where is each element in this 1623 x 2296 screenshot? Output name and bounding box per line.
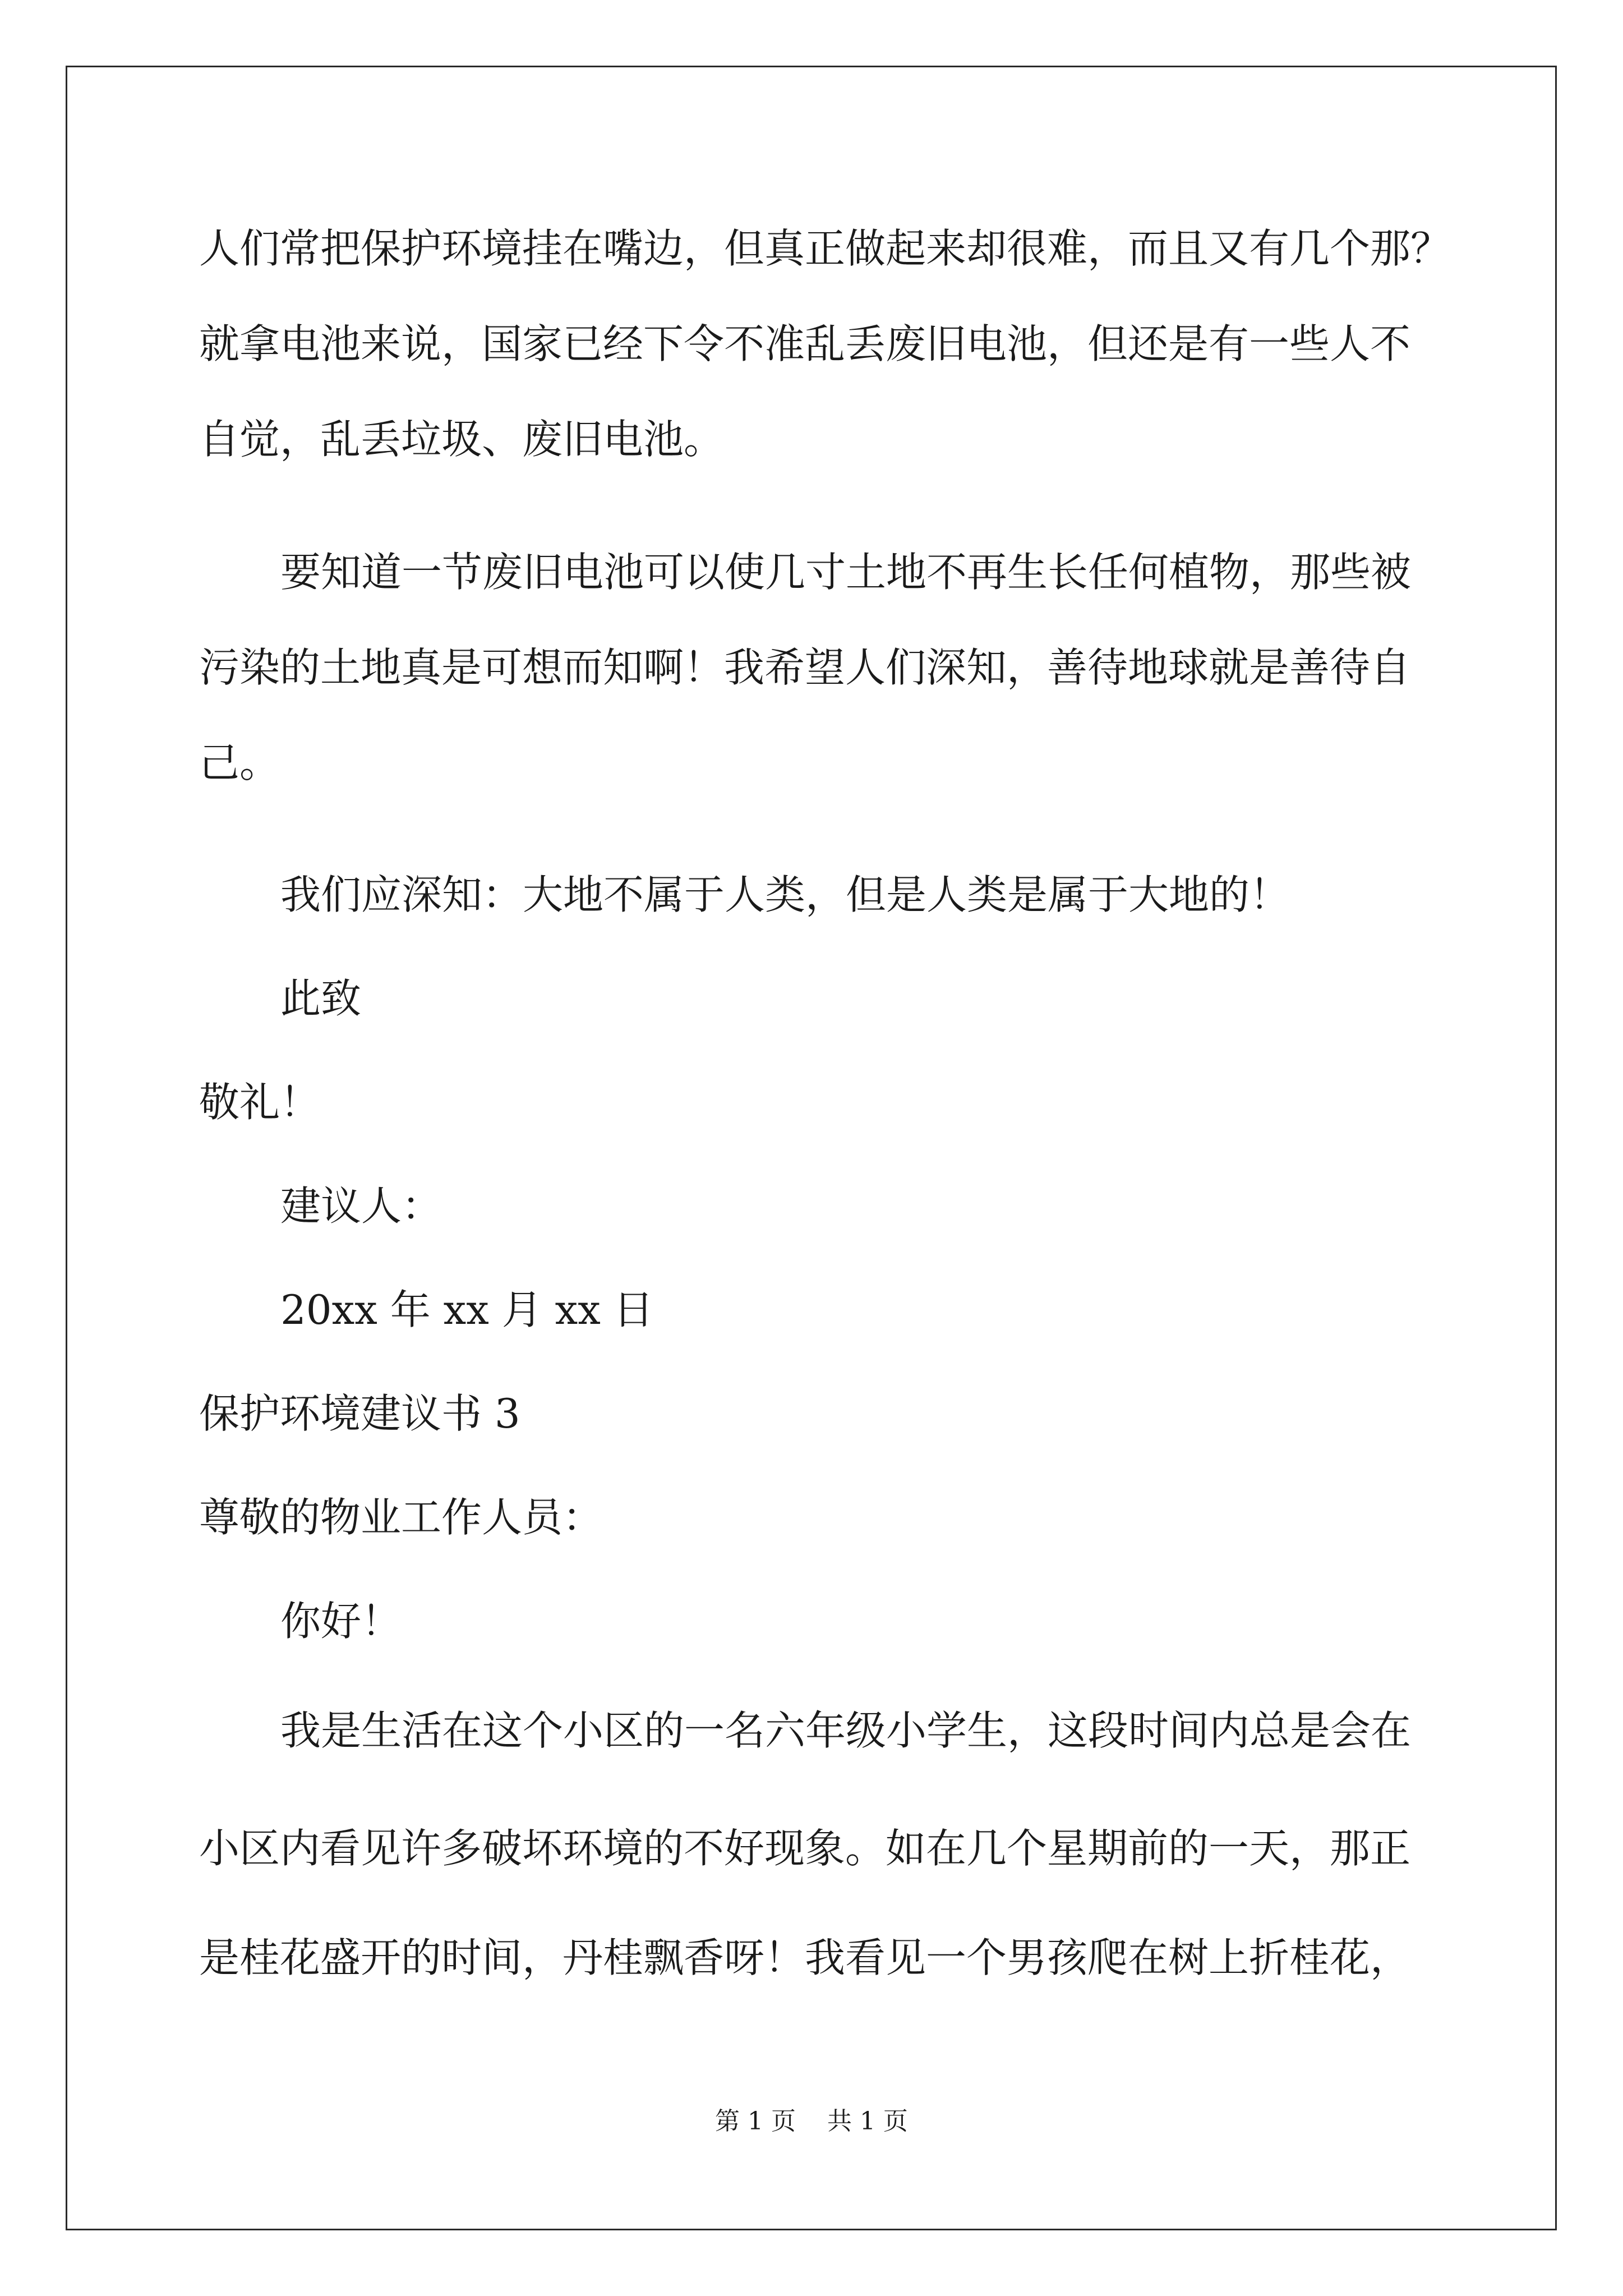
date-line: 20xx 年 xx 月 xx 日 (280, 1286, 654, 1333)
greeting: 你好！ (280, 1598, 402, 1645)
text-line: 己。 (199, 739, 280, 786)
text-line: 要知道一节废旧电池可以使几寸土地不再生长任何植物，那些被 (280, 549, 1412, 596)
page-footer: 第 1 页 共 1 页 (715, 2107, 908, 2136)
text-line: 敬礼！ (199, 1079, 321, 1126)
text-line: 自觉，乱丢垃圾、废旧电池。 (199, 416, 725, 463)
text-line: 就拿电池来说，国家已经下令不准乱丢废旧电池，但还是有一些人不 (199, 320, 1411, 367)
text-line: 污染的土地真是可想而知啊！我希望人们深知，善待地球就是善待自 (199, 644, 1411, 691)
section-title: 保护环境建议书 3 (199, 1390, 520, 1437)
text-line: 是桂花盛开的时间，丹桂飘香呀！我看见一个男孩爬在树上折桂花， (199, 1934, 1411, 1981)
page-border (66, 66, 1557, 2230)
text-line: 人们常把保护环境挂在嘴边，但真正做起来却很难，而且又有几个那？ (199, 225, 1451, 272)
text-line: 此致 (280, 975, 362, 1022)
text-line: 小区内看见许多破坏环境的不好现象。如在几个星期前的一天，那正 (199, 1825, 1411, 1872)
text-line: 我是生活在这个小区的一名六年级小学生，这段时间内总是会在 (280, 1707, 1412, 1754)
salutation: 尊敬的物业工作人员： (199, 1494, 603, 1541)
text-line: 建议人： (280, 1182, 442, 1230)
text-line: 我们应深知：大地不属于人类，但是人类是属于大地的！ (280, 871, 1290, 918)
